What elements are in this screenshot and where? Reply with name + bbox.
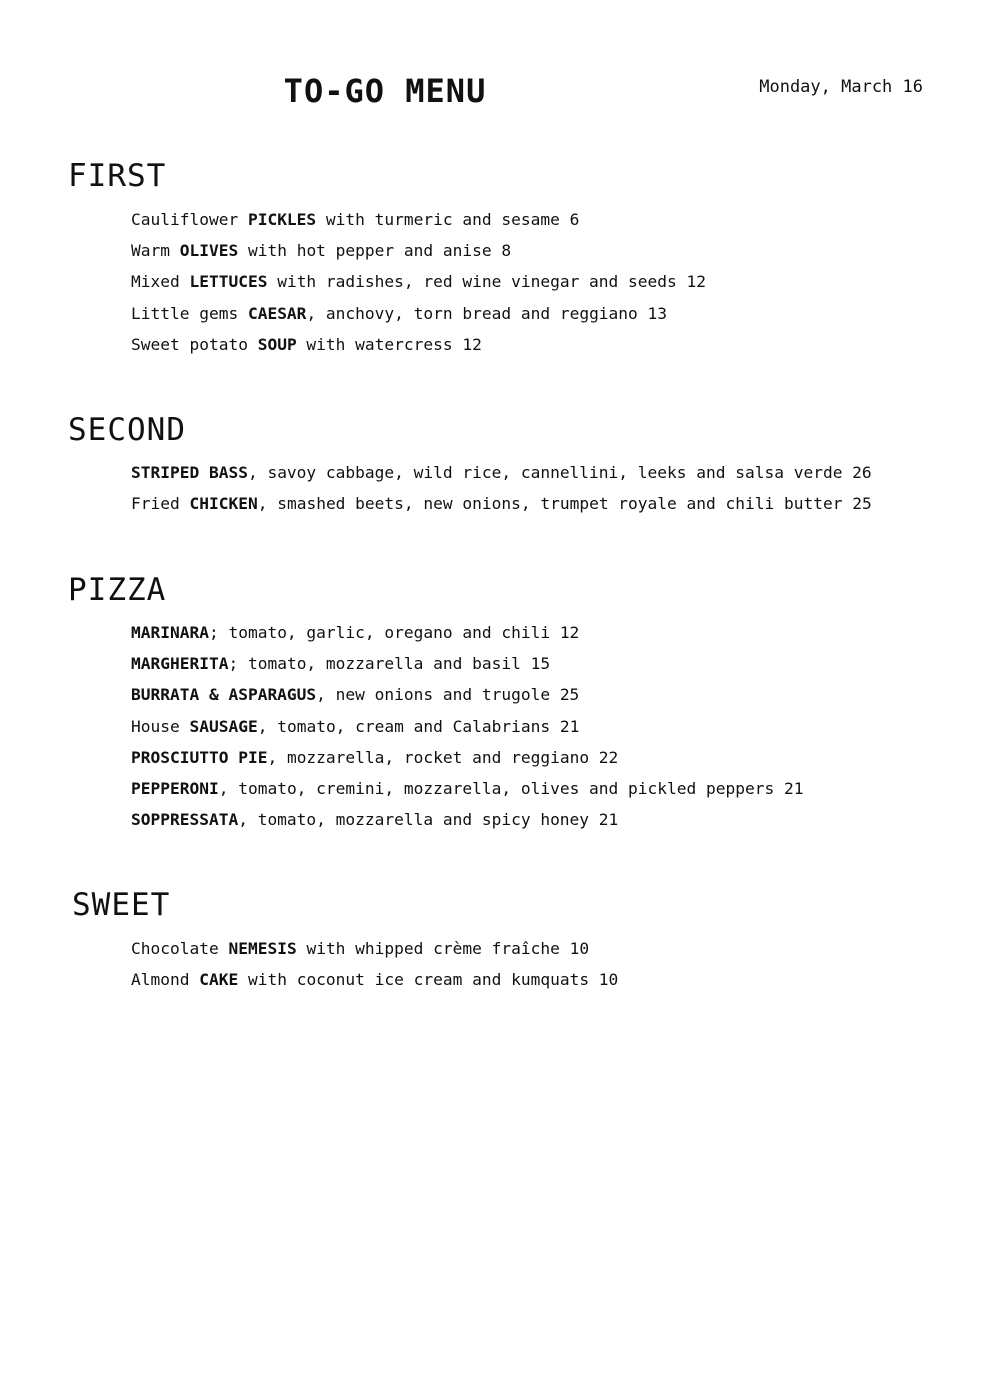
item-description: , anchovy, torn bread and reggiano 13 xyxy=(306,303,668,323)
item-prefix: Chocolate xyxy=(131,939,229,958)
item-name: SOPPRESSATA xyxy=(131,810,239,830)
item-prefix: Warm xyxy=(131,241,180,261)
item-name: CHICKEN xyxy=(189,494,258,514)
item-name: LETTUCES xyxy=(189,272,268,292)
menu-item xyxy=(131,679,803,710)
section-title: SWEET xyxy=(72,887,171,923)
item-list xyxy=(131,204,706,360)
menu-item xyxy=(131,773,803,804)
page-title: TO-GO MENU xyxy=(283,72,487,110)
item-list xyxy=(131,457,872,519)
item-name: OLIVES xyxy=(179,241,239,261)
item-description: , savoy cabbage, wild rice, cannellini, leeks and salsa verde 26 xyxy=(247,463,872,482)
menu-item xyxy=(131,711,803,742)
item-name: NEMESIS xyxy=(228,939,297,958)
section-title: PIZZA xyxy=(68,572,167,608)
item-description: , tomato, cremini, mozzarella, olives and pickled peppers 21 xyxy=(218,778,804,798)
item-list xyxy=(131,933,618,995)
menu-item xyxy=(131,457,872,488)
item-description: with coconut ice cream and kumquats 10 xyxy=(238,970,619,990)
item-prefix: Cauliflower xyxy=(131,210,248,229)
item-prefix: Almond xyxy=(131,970,200,990)
item-prefix: Sweet potato xyxy=(131,334,258,354)
item-prefix: House xyxy=(131,716,190,736)
menu-item xyxy=(131,235,706,266)
menu-item xyxy=(131,933,618,964)
item-prefix: Fried xyxy=(131,494,190,514)
menu-item xyxy=(131,742,803,773)
item-description: with watercress 12 xyxy=(296,334,482,354)
menu-item xyxy=(131,648,803,679)
item-description: with radishes, red wine vinegar and seeds 12 xyxy=(267,272,707,292)
item-description: ; tomato, mozzarella and basil 15 xyxy=(228,654,551,674)
menu-item xyxy=(131,617,803,648)
section-title: SECOND xyxy=(68,412,186,448)
item-name: PICKLES xyxy=(247,210,317,229)
item-prefix: Mixed xyxy=(131,272,190,292)
menu-item xyxy=(131,804,803,835)
item-description: ; tomato, garlic, oregano and chili 12 xyxy=(208,623,580,642)
item-description: , tomato, mozzarella and spicy honey 21 xyxy=(238,810,619,830)
menu-item xyxy=(131,488,872,519)
item-description: with turmeric and sesame 6 xyxy=(316,210,580,229)
item-description: , tomato, cream and Calabrians 21 xyxy=(257,716,580,736)
item-name: BURRATA & ASPARAGUS xyxy=(131,685,317,705)
item-name: SAUSAGE xyxy=(189,716,258,736)
item-name: STRIPED BASS xyxy=(131,463,248,482)
item-description: , smashed beets, new onions, trumpet royale and chili butter 25 xyxy=(257,494,872,514)
item-description: , mozzarella, rocket and reggiano 22 xyxy=(267,747,619,767)
item-name: SOUP xyxy=(257,334,297,354)
item-prefix: Little gems xyxy=(131,303,248,323)
menu-item xyxy=(131,266,706,297)
item-name: MARINARA xyxy=(131,623,209,642)
menu-item xyxy=(131,329,706,360)
item-description: with hot pepper and anise 8 xyxy=(238,241,512,261)
menu-item xyxy=(131,298,706,329)
menu-date: Monday, March 16 xyxy=(759,77,923,97)
item-name: CAESAR xyxy=(247,303,307,323)
section-title: FIRST xyxy=(68,158,167,194)
item-name: PEPPERONI xyxy=(131,778,219,798)
item-description: with whipped crème fraîche 10 xyxy=(296,939,590,958)
item-name: PROSCIUTTO PIE xyxy=(131,747,268,767)
menu-item xyxy=(131,204,706,235)
item-list xyxy=(131,617,803,835)
item-description: , new onions and trugole 25 xyxy=(316,685,580,705)
item-name: CAKE xyxy=(199,970,239,990)
menu-item xyxy=(131,964,618,995)
item-name: MARGHERITA xyxy=(131,654,229,674)
